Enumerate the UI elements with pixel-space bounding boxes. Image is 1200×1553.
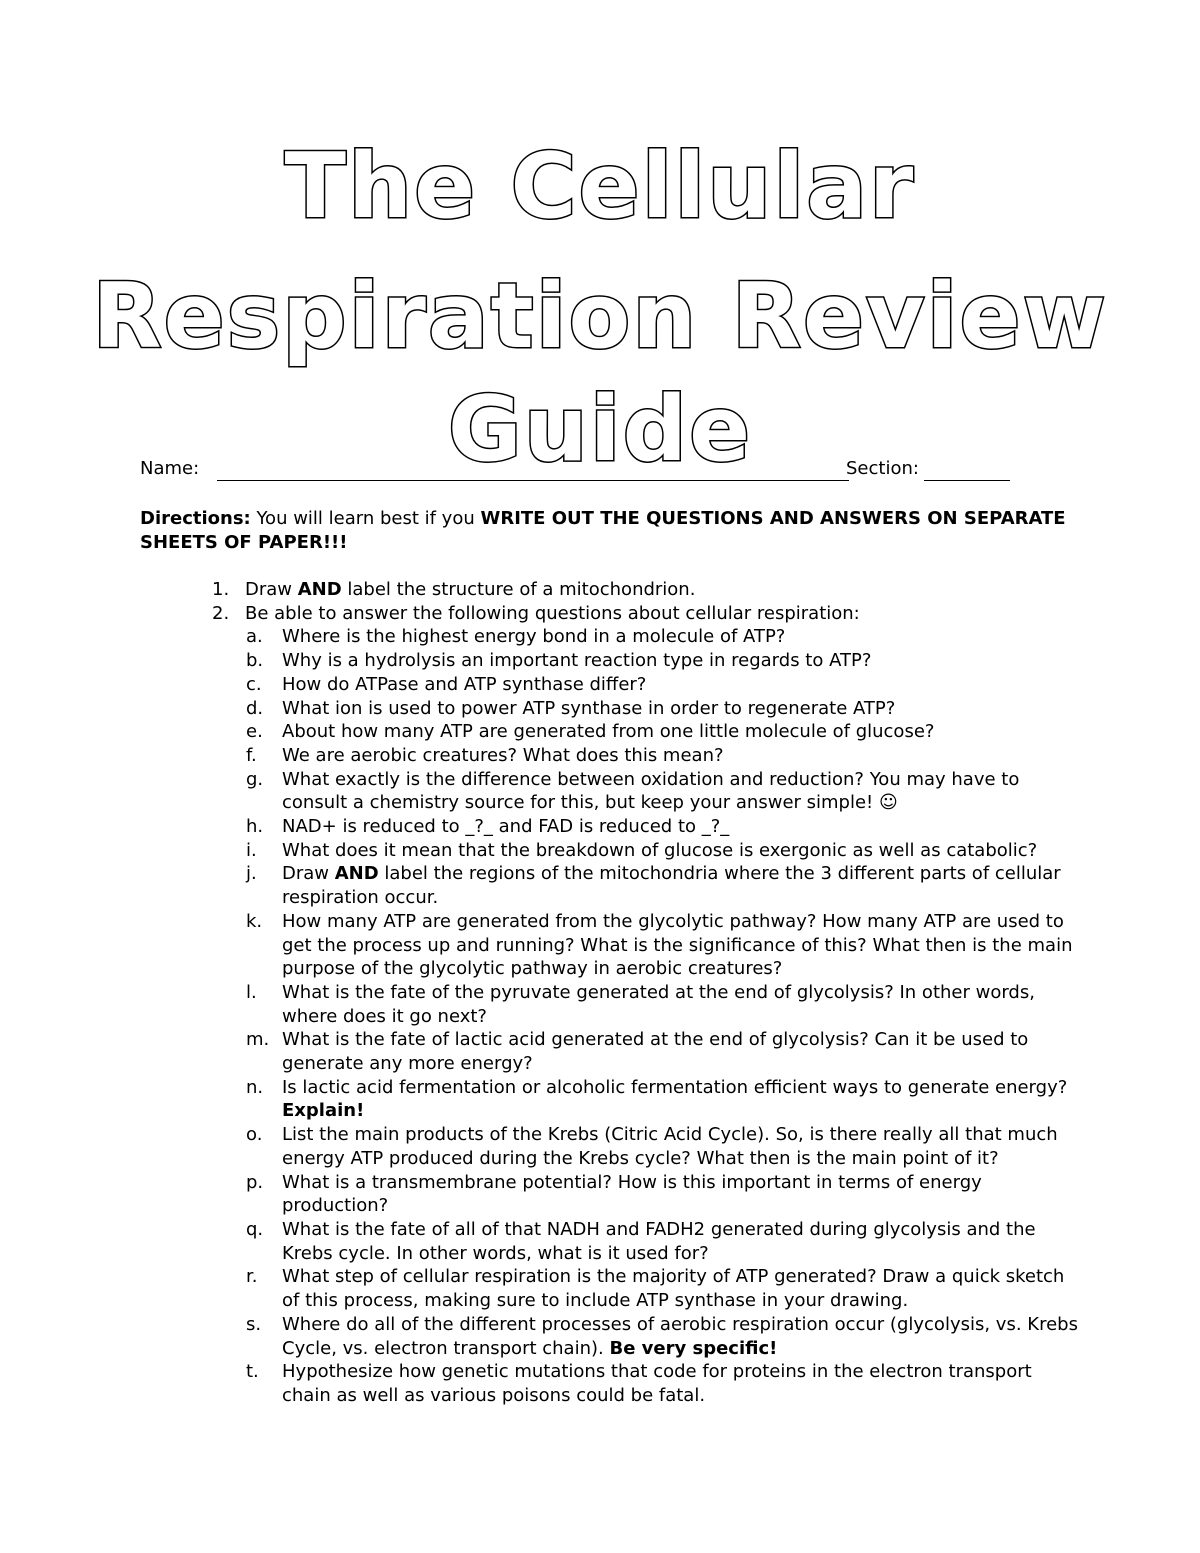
question-letter: i. <box>246 839 257 861</box>
title-line-2: Respiration Review <box>92 264 1108 369</box>
task-text-end: label the structure of a mitochondrion. <box>341 579 696 600</box>
question-text: Hypothesize how genetic mutations that code for proteins in the electron transport chain as well as various poisons could be fatal. <box>282 1361 1032 1406</box>
question-text: What is the fate of all of that NADH and FADH2 generated during glycolysis and the Krebs cycle. In other words, what is it used for? <box>282 1218 1036 1264</box>
directions-label: Directions: <box>140 508 251 529</box>
question-letter: r. <box>246 1266 258 1288</box>
question-item <box>140 1360 1080 1407</box>
question-letter: t. <box>246 1361 259 1383</box>
question-letter: n. <box>246 1076 264 1098</box>
task-number: 1. <box>212 579 230 600</box>
question-text: Is lactic acid fermentation or alcoholic fermentation efficient ways to generate energy? <box>282 1076 1068 1098</box>
question-item <box>140 1028 1080 1075</box>
question-item <box>140 744 1080 768</box>
question-item <box>140 1313 1080 1360</box>
question-text: What exactly is the difference between oxidation and reduction? You may have to consult a chemistry source for this, but keep your answer simple! ☺ <box>282 768 1020 814</box>
question-letter: p. <box>246 1171 264 1193</box>
question-item <box>140 862 1080 909</box>
question-text: We are aerobic creatures? What does this mean? <box>282 744 724 766</box>
name-blank-line <box>217 480 849 481</box>
question-text: What is the fate of lactic acid generated at the end of glycolysis? Can it be used to generate any more energy? <box>282 1029 1029 1075</box>
section-label: Section: <box>846 458 919 479</box>
question-emphasis: Explain! <box>282 1100 365 1122</box>
directions-emphasis: WRITE OUT THE QUESTIONS AND ANSWERS ON SEPARATE SHEETS OF PAPER!!! <box>140 508 1066 553</box>
question-item <box>140 673 1080 697</box>
task-item-2 <box>140 602 1080 1408</box>
question-item <box>140 720 1080 744</box>
question-letter: b. <box>246 650 264 672</box>
question-letter: l. <box>246 981 257 1003</box>
question-item <box>140 1171 1080 1218</box>
question-item <box>140 697 1080 721</box>
question-item <box>140 1123 1080 1170</box>
question-letter: q. <box>246 1218 264 1240</box>
question-text: NAD+ is reduced to _?_ and FAD is reduced to _?_ <box>282 816 730 838</box>
task-emphasis: AND <box>297 579 342 600</box>
question-letter: g. <box>246 768 264 790</box>
question-item <box>140 625 1080 649</box>
question-item <box>140 815 1080 839</box>
question-text: How do ATPase and ATP synthase differ? <box>282 673 647 695</box>
question-list <box>140 625 1080 1407</box>
question-letter: m. <box>246 1029 270 1051</box>
task-text: Be able to answer the following questions about cellular respiration: <box>245 602 860 624</box>
task-list <box>140 578 1080 1408</box>
task-text: Draw <box>245 579 298 600</box>
question-emphasis: Be very specific! <box>609 1337 778 1359</box>
question-text: What is a transmembrane potential? How is this important in terms of energy production? <box>282 1171 982 1217</box>
question-text-end: label the regions of the mitochondria where the 3 different parts of cellular respiration occur. <box>282 863 1061 909</box>
task-number: 2. <box>212 602 230 624</box>
question-item <box>140 1218 1080 1265</box>
question-letter: a. <box>246 626 263 648</box>
question-text: How many ATP are generated from the glycolytic pathway? How many ATP are used to get the process up and running? What is the significance of this? What then is the main purpose of the glycolytic pathway in aerobic creatures? <box>282 910 1073 980</box>
question-text: What ion is used to power ATP synthase in order to regenerate ATP? <box>282 697 896 719</box>
title-line-1: The Cellular <box>284 134 916 239</box>
question-text: Where is the highest energy bond in a molecule of ATP? <box>282 626 786 648</box>
question-text: List the main products of the Krebs (Citric Acid Cycle). So, is there really all that much energy ATP produced during the Krebs cycle? What then is the main point of it? <box>282 1124 1058 1169</box>
question-letter: d. <box>246 697 264 719</box>
question-item <box>140 768 1080 815</box>
task-item-1 <box>140 578 1080 602</box>
name-label: Name: <box>140 458 200 479</box>
question-text: Why is a hydrolysis an important reaction type in regards to ATP? <box>282 650 872 672</box>
question-item <box>140 839 1080 863</box>
question-letter: c. <box>246 673 262 695</box>
question-item <box>140 1265 1080 1312</box>
question-item <box>140 1076 1080 1123</box>
question-letter: e. <box>246 721 263 743</box>
question-text: About how many ATP are generated from one little molecule of glucose? <box>282 721 935 743</box>
question-item <box>140 981 1080 1028</box>
title-line-3: Guide <box>447 377 753 482</box>
question-letter: f. <box>246 744 257 766</box>
question-letter: j. <box>246 863 257 885</box>
question-text: What is the fate of the pyruvate generated at the end of glycolysis? In other words, where does it go next? <box>282 981 1035 1027</box>
question-item <box>140 910 1080 981</box>
question-letter: s. <box>246 1313 262 1335</box>
question-text: What step of cellular respiration is the majority of ATP generated? Draw a quick sketch of this process, making sure to include ATP synthase in your drawing. <box>282 1266 1065 1312</box>
question-letter: o. <box>246 1124 263 1146</box>
directions-text: You will learn best if you <box>250 508 481 529</box>
section-blank-line <box>924 480 1010 481</box>
question-letter: h. <box>246 816 264 838</box>
question-emphasis: AND <box>334 863 379 885</box>
task-intro <box>140 602 1080 626</box>
question-item <box>140 649 1080 673</box>
question-text: Draw <box>282 863 335 885</box>
question-text: Where do all of the different processes of aerobic respiration occur (glycolysis, vs. Krebs Cycle, vs. electron transport chain). <box>282 1313 1078 1359</box>
name-section-row <box>140 458 1060 488</box>
question-letter: k. <box>246 910 263 932</box>
question-text: What does it mean that the breakdown of glucose is exergonic as well as catabolic? <box>282 839 1038 861</box>
directions <box>140 507 1080 555</box>
